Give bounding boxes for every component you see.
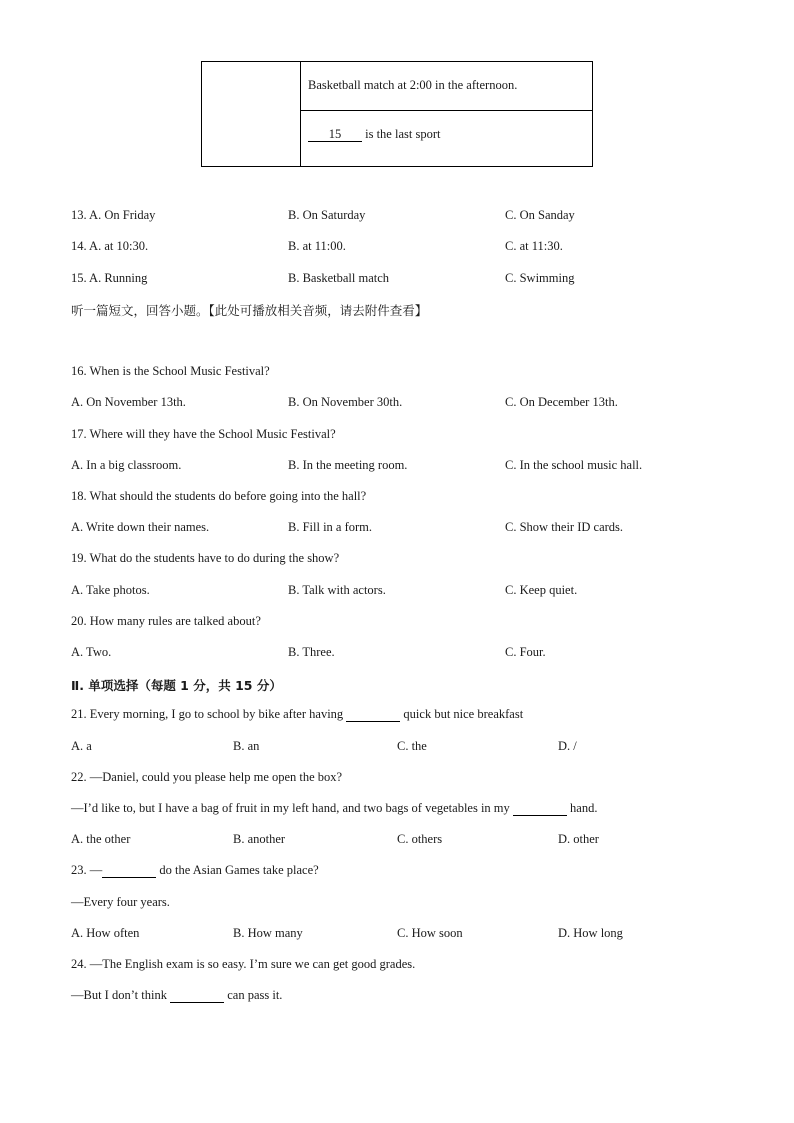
q19-option-b: B. Talk with actors.	[288, 583, 386, 597]
q13-option-b: B. On Saturday	[288, 208, 366, 222]
q23-stem	[71, 863, 319, 878]
q24-stem: 24. —The English exam is so easy. I’m sure we can get good grades.	[71, 957, 416, 971]
q15-option-a: 15. A. Running	[71, 271, 148, 285]
q17-option-a: A. In a big classroom.	[71, 458, 182, 472]
q21-blank	[346, 708, 400, 722]
q17-stem: 17. Where will they have the School Music Festival?	[71, 427, 336, 441]
q13-option-a: 13. A. On Friday	[71, 208, 156, 222]
q22-option-d: D. other	[558, 832, 599, 846]
q18-option-c: C. Show their ID cards.	[505, 520, 624, 534]
q24-line2-pre: —But I don’t think	[71, 988, 171, 1002]
table-cell-basketball: Basketball match at 2:00 in the afternoon.	[308, 78, 518, 92]
table-cell-last-sport-text: is the last sport	[362, 127, 441, 141]
q24-blank	[170, 989, 224, 1003]
section-heading: Ⅱ. 单项选择（每题 1 分，共 15 分）	[71, 678, 282, 693]
q23-line2: —Every four years.	[71, 895, 170, 909]
q16-option-b: B. On November 30th.	[288, 395, 403, 409]
q21-option-d: D. /	[558, 739, 577, 753]
q15-option-c: C. Swimming	[505, 271, 575, 285]
q13-option-c: C. On Sanday	[505, 208, 575, 222]
q21-stem-pre: 21. Every morning, I go to school by bike after having	[71, 707, 347, 721]
q18-option-a: A. Write down their names.	[71, 520, 210, 534]
q19-option-a: A. Take photos.	[71, 583, 150, 597]
q19-stem: 19. What do the students have to do during the show?	[71, 551, 340, 565]
q21-option-b: B. an	[233, 739, 260, 753]
q14-option-b: B. at 11:00.	[288, 239, 346, 253]
q19-option-c: C. Keep quiet.	[505, 583, 578, 597]
schedule-table	[201, 61, 593, 167]
q22-blank	[513, 802, 567, 816]
q16-option-a: A. On November 13th.	[71, 395, 186, 409]
q16-stem: 16. When is the School Music Festival?	[71, 364, 270, 378]
q20-option-b: B. Three.	[288, 645, 335, 659]
q17-option-c: C. In the school music hall.	[505, 458, 643, 472]
q22-option-c: C. others	[397, 832, 443, 846]
q21-stem-post: quick but nice breakfast	[400, 707, 524, 721]
q24-line2	[71, 988, 282, 1003]
q21-option-c: C. the	[397, 739, 427, 753]
q22-line2-post: hand.	[566, 801, 598, 815]
q14-option-c: C. at 11:30.	[505, 239, 563, 253]
q20-option-c: C. Four.	[505, 645, 546, 659]
q22-line2	[71, 801, 597, 816]
table-divider-vertical	[300, 62, 301, 166]
table-cell-last-sport	[308, 127, 440, 142]
q23-option-a: A. How often	[71, 926, 140, 940]
q22-option-b: B. another	[233, 832, 286, 846]
q23-stem-post: do the Asian Games take place?	[156, 863, 319, 877]
q22-line2-pre: —I’d like to, but I have a bag of fruit in my left hand, and two bags of vegetables in my	[71, 801, 513, 815]
q16-option-c: C. On December 13th.	[505, 395, 618, 409]
q15-option-b: B. Basketball match	[288, 271, 390, 285]
q23-stem-pre: 23. —	[71, 863, 103, 877]
q23-blank	[102, 864, 156, 878]
q23-option-c: C. How soon	[397, 926, 463, 940]
table-divider-horizontal	[300, 110, 592, 111]
q20-stem: 20. How many rules are talked about?	[71, 614, 261, 628]
q24-line2-post: can pass it.	[224, 988, 283, 1002]
q18-stem: 18. What should the students do before going into the hall?	[71, 489, 367, 503]
q23-option-b: B. How many	[233, 926, 303, 940]
q22-option-a: A. the other	[71, 832, 131, 846]
q21-stem	[71, 707, 523, 722]
q23-option-d: D. How long	[558, 926, 623, 940]
q20-option-a: A. Two.	[71, 645, 112, 659]
q21-option-a: A. a	[71, 739, 92, 753]
q18-option-b: B. Fill in a form.	[288, 520, 373, 534]
q22-stem: 22. —Daniel, could you please help me open the box?	[71, 770, 343, 784]
q14-option-a: 14. A. at 10:30.	[71, 239, 149, 253]
listening-instruction: 听一篇短文，回答小题。【此处可播放相关音频，请去附件查看】	[71, 303, 428, 318]
q17-option-b: B. In the meeting room.	[288, 458, 408, 472]
answer-blank-15: 15	[308, 128, 362, 142]
